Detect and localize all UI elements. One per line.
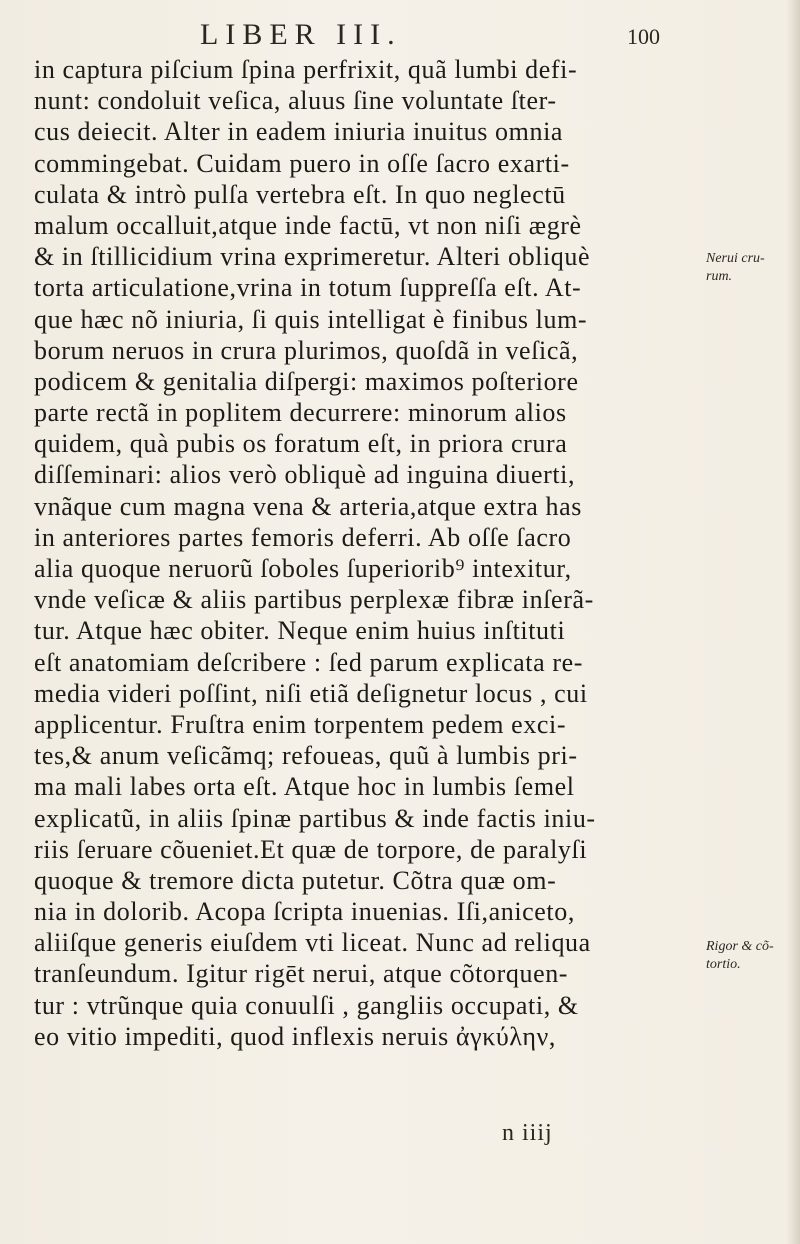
- text-line: eſt anatomiam deſcribere : ſed parum explicata re-: [34, 647, 584, 677]
- marginal-note: [706, 250, 798, 286]
- text-line: parte rectã in poplitem decurrere: minorum alios: [34, 398, 567, 428]
- text-line: tur. Atque hæc obiter. Neque enim huius inſtituti: [34, 616, 566, 646]
- text-line: alia quoque neruorũ ſoboles ſuperiorib⁹ intexitur,: [34, 554, 572, 583]
- signature-mark: n iiij: [502, 1120, 553, 1146]
- marginal-note-line: tortio.: [706, 957, 741, 972]
- text-line: in anteriores partes femoris deferri. Ab oſſe ſacro: [34, 522, 572, 552]
- text-line: quidem, quà pubis os foratum eſt, in priora crura: [34, 429, 568, 459]
- text-line: cus deiecit. Alter in eadem iniuria inuitus omnia: [34, 117, 564, 147]
- text-line: tes,& anum veſicãmq; refoueas, quũ à lumbis pri-: [34, 741, 578, 771]
- text-line: aliiſque generis eiuſdem vti liceat. Nunc ad reliqua: [34, 928, 591, 958]
- text-line: quoque & tremore dicta putetur. Cõtra quæ om-: [34, 865, 557, 895]
- text-line: & in ſtillicidium vrina exprimeretur. Alteri obliquè: [34, 242, 591, 272]
- text-line: media videri poſſint, niſi etiã deſignetur locus , cui: [34, 678, 588, 708]
- text-line: tur : vtrũnque quia conuulſi , gangliis occupati, &: [34, 990, 579, 1020]
- text-line: eo vitio impediti, quod inflexis neruis ἀγκύλην,: [34, 1021, 557, 1051]
- text-line: vnãque cum magna vena & arteria,atque extra has: [34, 491, 582, 521]
- running-head: [200, 18, 670, 52]
- text-line: torta articulatione,vrina in totum ſuppreſſa eſt. At-: [34, 273, 582, 303]
- marginal-note-line: rum.: [706, 269, 733, 284]
- running-title: LIBER III.: [200, 18, 402, 51]
- page-number: 100: [627, 24, 660, 49]
- text-line: nunt: condoluit veſica, aluus ſine voluntate ſter-: [34, 86, 557, 116]
- text-line: vnde veſicæ & aliis partibus perplexæ fibræ inſerã-: [34, 585, 594, 615]
- text-line: podicem & genitalia diſpergi: maximos poſteriore: [34, 366, 579, 396]
- text-line: applicentur. Fruſtra enim torpentem pedem exci-: [34, 709, 567, 739]
- marginal-note-line: Rigor & cõ-: [706, 939, 774, 954]
- body-text: [34, 54, 694, 1052]
- text-line: malum occalluit,atque inde factū, vt non niſi ægrè: [34, 210, 582, 240]
- marginal-note-line: Nerui cru-: [706, 251, 765, 266]
- text-line: explicatũ, in aliis ſpinæ partibus & inde factis iniu-: [34, 803, 596, 833]
- page-edge-shadow: [786, 0, 800, 1244]
- text-line: ma mali labes orta eſt. Atque hoc in lumbis ſemel: [34, 772, 575, 802]
- text-line: que hæc nõ iniuria, ſi quis intelligat è finibus lum-: [34, 304, 588, 334]
- text-line: riis ſeruare cõueniet.Et quæ de torpore, de paralyſi: [34, 834, 588, 864]
- text-line: nia in dolorib. Acopa ſcripta inuenias. Iſi,aniceto,: [34, 897, 575, 927]
- text-line: borum neruos in crura plurimos, quoſdã in veſicã,: [34, 335, 579, 365]
- text-line: diſſeminari: alios verò obliquè ad inguina diuerti,: [34, 460, 576, 490]
- text-line: culata & intrò pulſa vertebra eſt. In quo neglectū: [34, 179, 566, 209]
- marginal-note: [706, 938, 798, 974]
- text-line: commingebat. Cuidam puero in oſſe ſacro exarti-: [34, 148, 570, 178]
- text-line: in captura piſcium ſpina perfrixit, quã lumbi defi-: [34, 55, 578, 84]
- text-line: tranſeundum. Igitur rigēt nerui, atque cõtorquen-: [34, 959, 569, 989]
